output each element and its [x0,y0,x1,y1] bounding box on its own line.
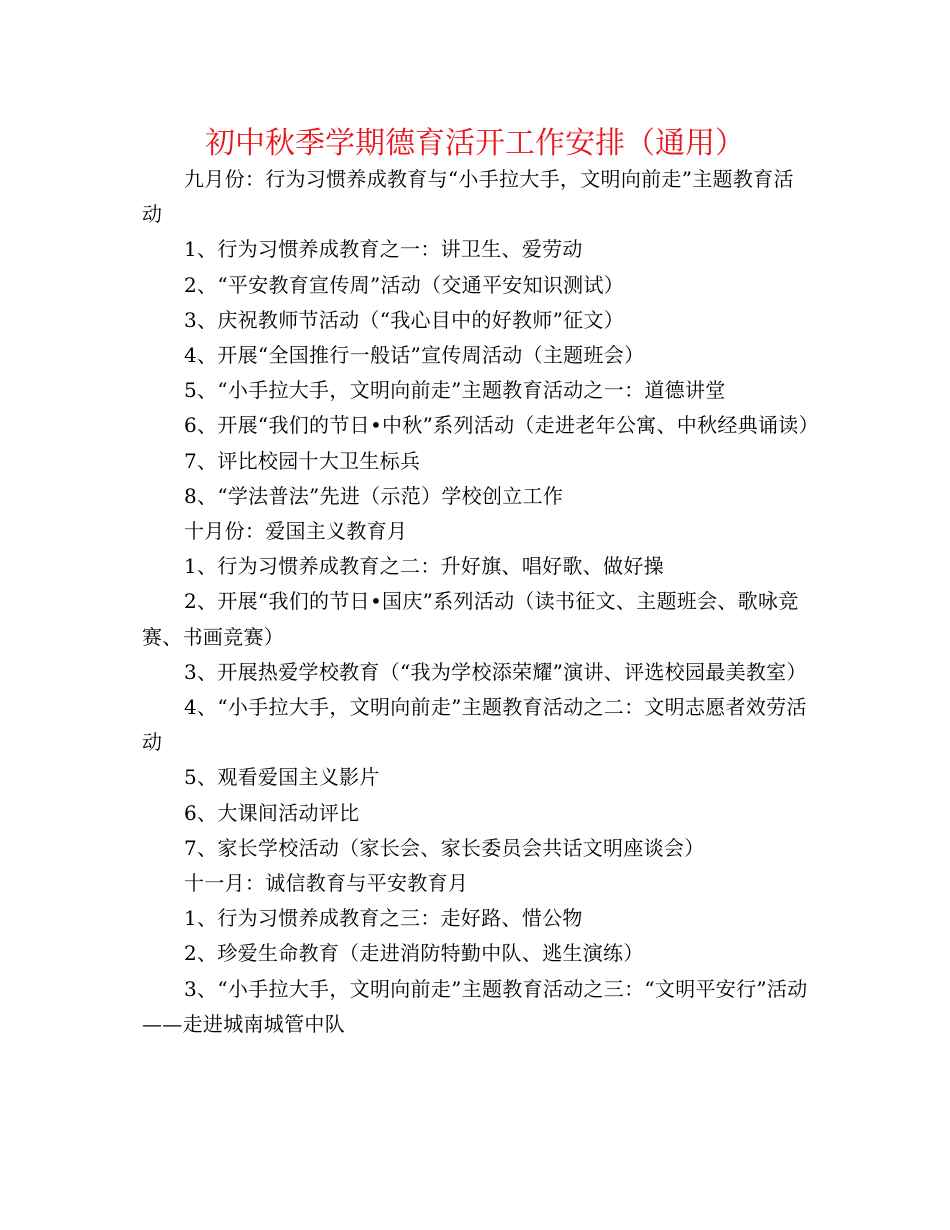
paragraph: 1、行为习惯养成教育之三：走好路、惜公物 [184,906,583,931]
paragraph: 3、“小手拉大手，文明向前走”主题教育活动之三：“文明平安行”活动——走进城南城管中队 [142,976,808,1036]
document-title: 初中秋季学期德育活开工作安排（通用） [205,126,745,161]
paragraph: 6、开展“我们的节日•中秋”系列活动（走进老年公寓、中秋经典诵读） [184,413,819,438]
paragraph: 7、家长学校活动（家长会、家长委员会共话文明座谈会） [184,835,705,860]
document-body [142,162,819,1042]
paragraph: 1、行为习惯养成教育之二：升好旗、唱好歌、做好操 [184,554,664,579]
paragraph: 7、评比校园十大卫生标兵 [184,448,421,473]
paragraph: 5、“小手拉大手，文明向前走”主题教育活动之一：道德讲堂 [184,378,726,403]
paragraph: 4、开展“全国推行一般话”宣传周活动（主题班会） [184,343,645,368]
paragraph: 2、“平安教育宣传周”活动（交通平安知识测试） [184,272,625,297]
paragraph: 5、观看爱国主义影片 [184,765,380,790]
paragraph: 8、“学法普法”先进（示范）学校创立工作 [184,483,564,508]
paragraph: 2、珍爱生命教育（走进消防特勤中队、逃生演练） [184,941,644,966]
paragraph: 3、开展热爱学校教育（“我为学校添荣耀”演讲、评选校园最美教室） [184,659,807,684]
paragraph: 2、开展“我们的节日•国庆”系列活动（读书征文、主题班会、歌咏竞赛、书画竞赛） [142,589,799,649]
paragraph: 4、“小手拉大手，文明向前走”主题教育活动之二：文明志愿者效劳活动 [142,695,807,755]
paragraph: 3、庆祝教师节活动（“我心目中的好教师”征文） [184,307,625,332]
paragraph: 十月份：爱国主义教育月 [184,519,408,544]
paragraph: 1、行为习惯养成教育之一：讲卫生、爱劳动 [184,237,583,262]
paragraph: 九月份：行为习惯养成教育与“小手拉大手，文明向前走”主题教育活动 [142,167,794,227]
paragraph: 十一月：诚信教育与平安教育月 [184,871,469,896]
paragraph: 6、大课间活动评比 [184,800,360,825]
